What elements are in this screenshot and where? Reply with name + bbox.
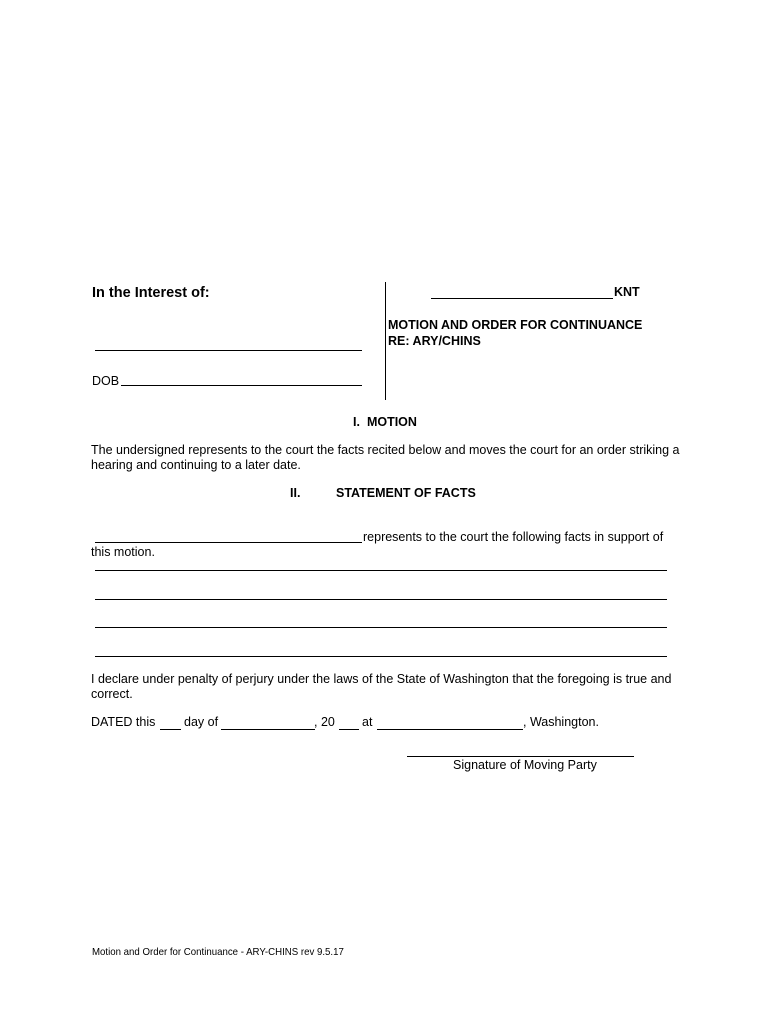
year-prefix-label: , 20 [314,715,335,729]
day-of-label: day of [184,715,219,729]
motion-heading: I. MOTION [353,415,417,429]
facts-line-1[interactable] [95,570,667,571]
this-motion-text: this motion. [91,545,155,559]
case-number-line[interactable] [431,298,613,299]
interest-of-label: In the Interest of: [92,285,210,301]
facts-heading: STATEMENT OF FACTS [336,486,476,500]
footer-text: Motion and Order for Continuance - ARY-CHINS rev 9.5.17 [92,946,344,958]
facts-line-2[interactable] [95,599,667,600]
day-line[interactable] [160,729,181,730]
facts-line-4[interactable] [95,656,667,657]
represents-text: represents to the court the following facts in support of [363,530,664,544]
year-line[interactable] [339,729,359,730]
dated-this-label: DATED this [91,715,156,729]
document-title-line2: RE: ARY/CHINS [388,334,481,348]
at-label: at [362,715,373,729]
facts-line-3[interactable] [95,627,667,628]
signature-line[interactable] [407,756,634,757]
washington-label: , Washington. [523,715,599,729]
declaration-text: I declare under penalty of perjury under the laws of the State of Washington that the foregoing is true and correct. [91,672,672,701]
party-name-line[interactable] [95,350,362,351]
moving-party-line[interactable] [95,542,362,543]
dob-label: DOB [92,374,120,388]
facts-heading-number: II. [290,486,301,500]
document-title-line1: MOTION AND ORDER FOR CONTINUANCE [388,318,643,332]
month-line[interactable] [221,729,315,730]
court-code: KNT [614,285,640,299]
city-line[interactable] [377,729,523,730]
signature-label: Signature of Moving Party [453,758,597,772]
caption-divider [385,282,386,400]
dob-line[interactable] [121,385,362,386]
motion-body: The undersigned represents to the court the facts recited below and moves the court for an order striking a hearing and continuing to a later date. [91,443,680,472]
